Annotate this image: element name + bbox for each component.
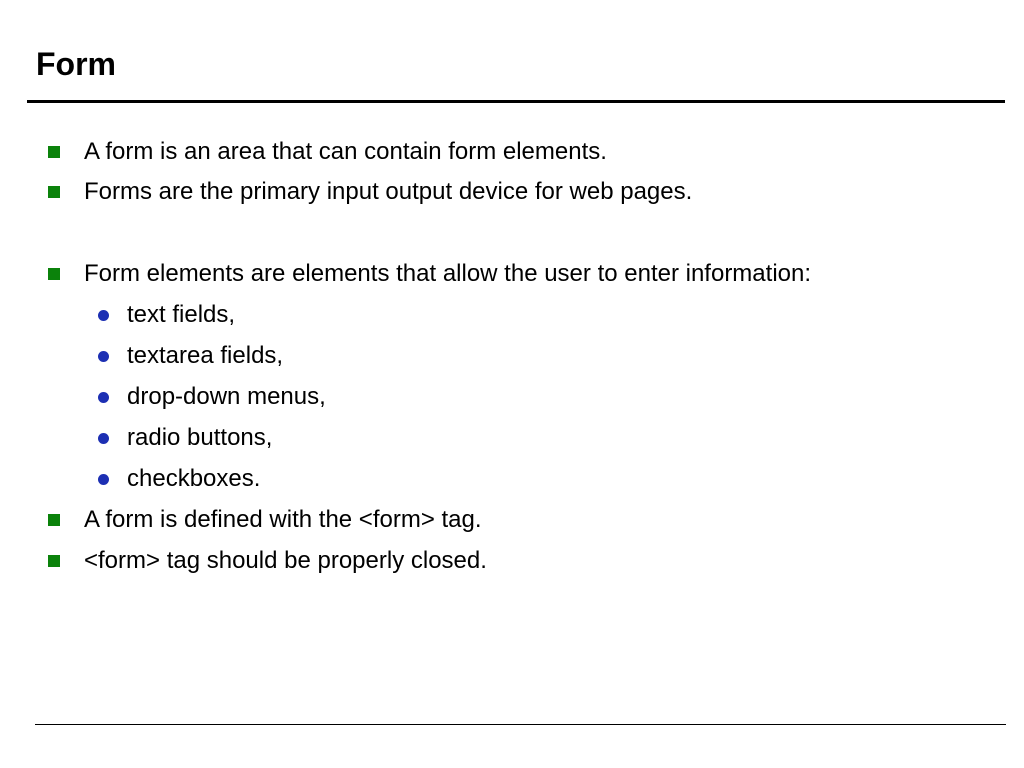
- sub-bullet-text: checkboxes.: [127, 465, 261, 492]
- round-bullet-icon: [98, 351, 109, 362]
- round-bullet-icon: [98, 310, 109, 321]
- round-bullet-icon: [98, 474, 109, 485]
- sub-bullet-text: drop-down menus,: [127, 383, 326, 410]
- round-bullet-icon: [98, 392, 109, 403]
- slide-title: Form: [36, 46, 116, 82]
- sub-bullet-text: radio buttons,: [127, 424, 273, 451]
- bullet-text: <form> tag should be properly closed.: [84, 547, 487, 574]
- square-bullet-icon: [48, 514, 60, 526]
- title-divider: [27, 100, 1005, 103]
- sub-bullet-text: text fields,: [127, 301, 236, 328]
- bullet-text: Forms are the primary input output device for web pages.: [84, 178, 693, 205]
- square-bullet-icon: [48, 268, 60, 280]
- square-bullet-icon: [48, 186, 60, 198]
- sub-bullet-text: textarea fields,: [127, 342, 284, 369]
- square-bullet-icon: [48, 555, 60, 567]
- round-bullet-icon: [98, 433, 109, 444]
- bullet-text: Form elements are elements that allow the user to enter information:: [84, 260, 812, 287]
- bullet-text: A form is defined with the <form> tag.: [84, 506, 482, 533]
- square-bullet-icon: [48, 146, 60, 158]
- footer-divider: [35, 724, 1006, 725]
- bullet-text: A form is an area that can contain form elements.: [84, 138, 607, 165]
